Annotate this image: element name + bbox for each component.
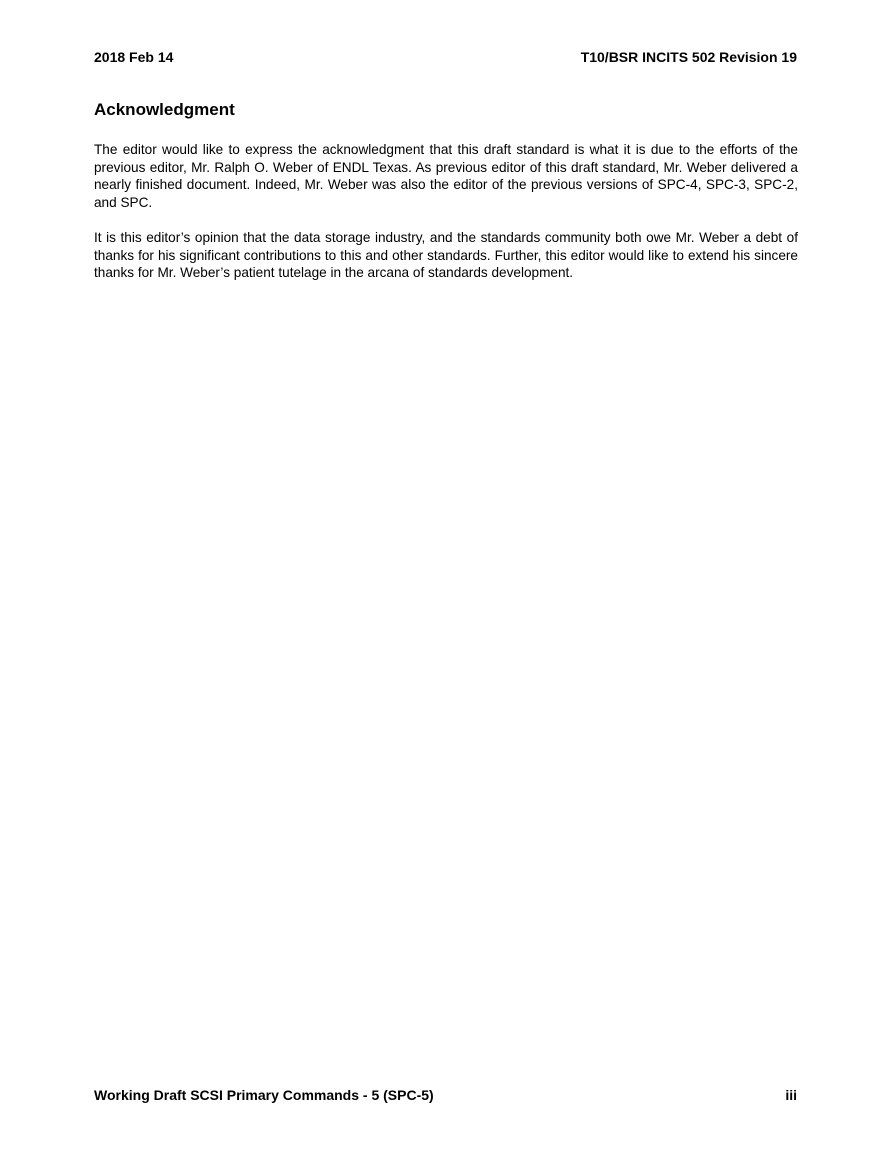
acknowledgment-paragraph-2: It is this editor’s opinion that the data storage industry, and the standards community both owe Mr. Weber a debt of thanks for his significant contributions to this and other standards. Further, this editor would like to extend his sincere thanks for Mr. Weber’s patient tutelage in the arcana of standards development.: [94, 230, 798, 281]
section-title: Acknowledgment: [94, 100, 235, 119]
page-footer: [94, 1086, 797, 1104]
acknowledgment-paragraph-1: The editor would like to express the acknowledgment that this draft standard is what it is due to the efforts of the previous editor, Mr. Ralph O. Weber of ENDL Texas. As previous editor of this draft standard, Mr. Weber delivered a nearly finished document. Indeed, Mr. Weber was also the editor of the previous versions of SPC-4, SPC-3, SPC-2, and SPC.: [94, 142, 798, 210]
header-document-id: T10/BSR INCITS 502 Revision 19: [580, 49, 797, 65]
page-header: [94, 48, 797, 66]
footer-document-title: Working Draft SCSI Primary Commands - 5 (SPC-5): [94, 1087, 434, 1103]
footer-page-number: iii: [785, 1087, 797, 1103]
header-date: 2018 Feb 14: [94, 49, 174, 65]
